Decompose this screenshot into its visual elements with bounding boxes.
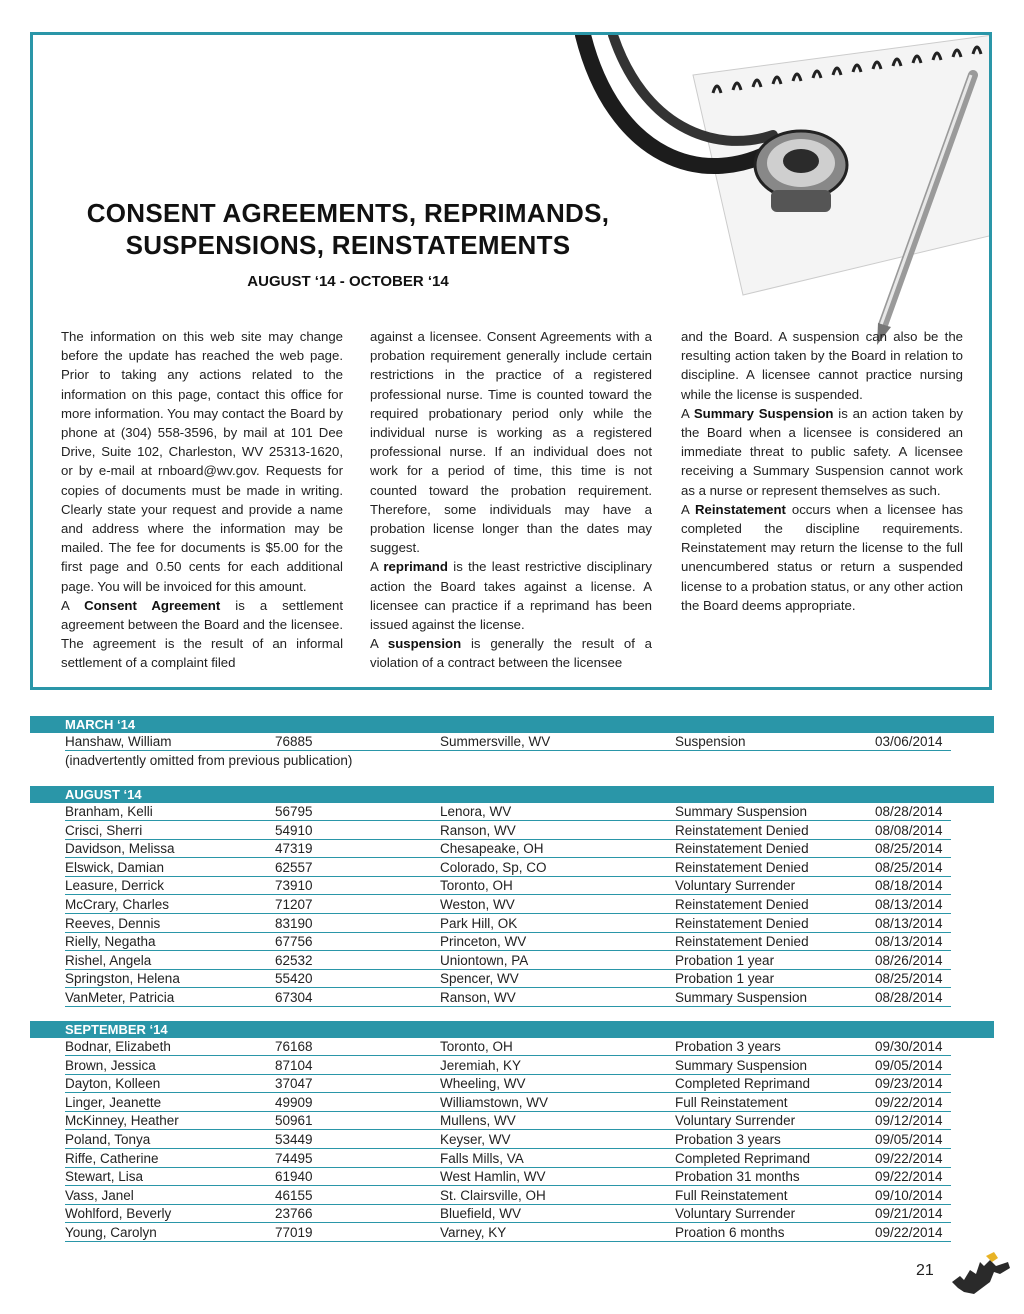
licensee-name: Crisci, Sherri [65,822,275,840]
license-number: 77019 [275,1224,440,1242]
west-virginia-map-icon [950,1252,1012,1296]
action-date: 08/25/2014 [875,859,951,877]
license-number: 49909 [275,1094,440,1112]
table-row [30,1150,994,1169]
action-date: 09/22/2014 [875,1168,951,1186]
license-number: 67304 [275,989,440,1007]
action: Summary Suspension [675,803,875,821]
location: Ranson, WV [440,989,675,1007]
location: Spencer, WV [440,970,675,988]
title-line-2: SUSPENSIONS, REINSTATEMENTS [125,230,571,260]
licensee-name: Dayton, Kolleen [65,1075,275,1093]
section-august [30,786,994,1008]
action: Reinstatement Denied [675,859,875,877]
table-row [30,1187,994,1206]
license-number: 67756 [275,933,440,951]
action-date: 09/22/2014 [875,1150,951,1168]
action-date: 09/05/2014 [875,1057,951,1075]
term-reprimand: reprimand [383,559,448,575]
table-row [30,840,994,859]
action-date: 09/12/2014 [875,1112,951,1130]
location: Toronto, OH [440,1038,675,1056]
licensee-name: Riffe, Catherine [65,1150,275,1168]
action-date: 08/13/2014 [875,933,951,951]
action: Voluntary Surrender [675,877,875,895]
probation-paragraph: against a licensee. Consent Agreements with a probation requirement generally include certain restrictions in the practice of a registered professional nurse. Time is counted toward the required probationary period only while the individual nurse is working as a registered professional nurse. If an individual does not work for a period of time, this time is not counted toward the probation requirement. Therefore, some individuals may have a probation license longer than the dates may suggest. [370,329,652,556]
action-date: 09/22/2014 [875,1224,951,1242]
intro-column-1 [61,327,343,673]
contact-info-paragraph: The information on this web site may change before the update has reached the web page. Prior to taking any actions related to the information on this page, contact this office for more information. You may contact the Board by phone at (304) 558-3596, by mail at 101 Dee Drive, Suite 102, Charleston, WV 25313-1620, or by e-mail at rnboard@wv.gov. Requests for copies of documents must be made in writing. Clearly state your request and provide a name and address where the information may be mailed. The fee for documents is $5.00 for the first page and 0.50 cents for each additional page. You will be invoiced for this amount. [61,329,343,594]
section-september [30,1021,994,1243]
intro-frame [30,32,992,690]
license-number: 61940 [275,1168,440,1186]
license-number: 23766 [275,1205,440,1223]
action: Probation 1 year [675,952,875,970]
action: Summary Suspension [675,1057,875,1075]
location: West Hamlin, WV [440,1168,675,1186]
licensee-name: McCrary, Charles [65,896,275,914]
location: Falls Mills, VA [440,1150,675,1168]
table-row [30,933,994,952]
location: Summersville, WV [440,733,675,751]
action: Reinstatement Denied [675,915,875,933]
action: Probation 31 months [675,1168,875,1186]
table-row [30,1057,994,1076]
action: Completed Reprimand [675,1075,875,1093]
action: Reinstatement Denied [675,822,875,840]
action: Proation 6 months [675,1224,875,1242]
consent-agreement-paragraph: A Consent Agreement is a settlement agreement between the Board and the licensee. The agreement is the result of an informal settlement of a complaint filed [61,597,344,671]
term-consent-agreement: Consent Agreement [84,597,221,613]
table-row [30,877,994,896]
licensee-name: McKinney, Heather [65,1112,275,1130]
section-heading: AUGUST ‘14 [30,786,994,803]
location: Lenora, WV [440,803,675,821]
table-row [30,1205,994,1224]
location: Keyser, WV [440,1131,675,1149]
licensee-name: Poland, Tonya [65,1131,275,1149]
action: Probation 1 year [675,970,875,988]
section-heading: SEPTEMBER ‘14 [30,1021,994,1038]
licensee-name: Young, Carolyn [65,1224,275,1242]
location: Mullens, WV [440,1112,675,1130]
table-row [30,1131,994,1150]
location: Princeton, WV [440,933,675,951]
table-row [30,733,994,752]
action: Probation 3 years [675,1131,875,1149]
table-row [30,822,994,841]
intro-column-3 [681,327,963,615]
action: Summary Suspension [675,989,875,1007]
table-row [30,970,994,989]
reprimand-paragraph: A reprimand is the least restrictive disciplinary action the Board takes against a license. A licensee can practice if a reprimand has been issued against the license. [370,559,653,633]
action: Reinstatement Denied [675,896,875,914]
location: Bluefield, WV [440,1205,675,1223]
license-number: 71207 [275,896,440,914]
table-row [30,1094,994,1113]
location: Colorado, Sp, CO [440,859,675,877]
license-number: 37047 [275,1075,440,1093]
term-reinstatement: Reinstatement [695,501,786,517]
table-row [30,859,994,878]
licensee-name: Rishel, Angela [65,952,275,970]
table-row [30,803,994,822]
licensee-name: Reeves, Dennis [65,915,275,933]
location: Uniontown, PA [440,952,675,970]
licensee-name: Elswick, Damian [65,859,275,877]
action-date: 09/23/2014 [875,1075,951,1093]
action-date: 08/25/2014 [875,970,951,988]
licensee-name: Davidson, Melissa [65,840,275,858]
license-number: 62557 [275,859,440,877]
action-date: 08/26/2014 [875,952,951,970]
license-number: 54910 [275,822,440,840]
action-date: 08/18/2014 [875,877,951,895]
stethoscope-notepad-illustration [573,35,992,365]
action-date: 08/25/2014 [875,840,951,858]
action: Reinstatement Denied [675,933,875,951]
license-number: 73910 [275,877,440,895]
location: Ranson, WV [440,822,675,840]
licensee-name: Rielly, Negatha [65,933,275,951]
table-row [30,952,994,971]
location: Varney, KY [440,1224,675,1242]
license-number: 46155 [275,1187,440,1205]
term-suspension: suspension [387,636,462,652]
license-number: 76168 [275,1038,440,1056]
license-number: 47319 [275,840,440,858]
action: Completed Reprimand [675,1150,875,1168]
license-number: 76885 [275,733,440,751]
table-row [30,1112,994,1131]
license-number: 83190 [275,915,440,933]
section-heading: MARCH ‘14 [30,716,994,733]
action-date: 08/13/2014 [875,915,951,933]
table-row [30,1224,994,1243]
intro-column-2 [370,327,652,673]
location: Toronto, OH [440,877,675,895]
license-number: 55420 [275,970,440,988]
license-number: 56795 [275,803,440,821]
action: Probation 3 years [675,1038,875,1056]
licensee-name: VanMeter, Patricia [65,989,275,1007]
action-date: 09/05/2014 [875,1131,951,1149]
summary-suspension-paragraph: A Summary Suspension is an action taken by the Board when a licensee is considered an immediate threat to public safety. A licensee receiving a Summary Suspension cannot work as a nurse or represent themselves as such. [681,405,964,498]
page-title [63,197,633,261]
license-number: 87104 [275,1057,440,1075]
action-date: 08/13/2014 [875,896,951,914]
page-number: 21 [916,1262,934,1279]
term-summary-suspension: Summary Suspension [693,405,834,421]
action-date: 08/08/2014 [875,822,951,840]
action: Full Reinstatement [675,1187,875,1205]
action-date: 09/30/2014 [875,1038,951,1056]
location: St. Clairsville, OH [440,1187,675,1205]
license-number: 50961 [275,1112,440,1130]
license-number: 53449 [275,1131,440,1149]
table-row [30,1168,994,1187]
license-number: 62532 [275,952,440,970]
title-line-1: CONSENT AGREEMENTS, REPRIMANDS, [86,198,610,228]
action-date: 09/21/2014 [875,1205,951,1223]
licensee-name: Vass, Janel [65,1187,275,1205]
table-row [30,1075,994,1094]
suspension-continued-paragraph: and the Board. A suspension can also be the resulting action taken by the Board in relation to discipline. A licensee cannot practice nursing while the license is suspended. [681,329,963,402]
location: Jeremiah, KY [440,1057,675,1075]
action: Suspension [675,733,875,751]
action-date: 09/10/2014 [875,1187,951,1205]
location: Wheeling, WV [440,1075,675,1093]
action-date: 08/28/2014 [875,989,951,1007]
reinstatement-paragraph: A Reinstatement occurs when a licensee has completed the discipline requirements. Reinstatement may return the license to the full unencumbered status or return a suspended license to a probation status, or any other action the Board deems appropriate. [681,501,964,613]
section-march [30,716,994,770]
licensee-name: Brown, Jessica [65,1057,275,1075]
licensee-name: Branham, Kelli [65,803,275,821]
licensee-name: Hanshaw, William [65,733,275,751]
action: Voluntary Surrender [675,1205,875,1223]
licensee-name: Stewart, Lisa [65,1168,275,1186]
omission-note: (inadvertently omitted from previous publication) [65,752,353,768]
licensee-name: Springston, Helena [65,970,275,988]
action: Full Reinstatement [675,1094,875,1112]
license-number: 74495 [275,1150,440,1168]
action-date: 03/06/2014 [875,733,951,751]
action: Voluntary Surrender [675,1112,875,1130]
action: Reinstatement Denied [675,840,875,858]
licensee-name: Leasure, Derrick [65,877,275,895]
action-date: 09/22/2014 [875,1094,951,1112]
date-range-subtitle: AUGUST ‘14 - OCTOBER ‘14 [247,273,449,290]
suspension-paragraph: A suspension is generally the result of a violation of a contract between the licensee [370,636,653,671]
licensee-name: Linger, Jeanette [65,1094,275,1112]
location: Chesapeake, OH [440,840,675,858]
licensee-name: Wohlford, Beverly [65,1205,275,1223]
table-row [30,896,994,915]
licensee-name: Bodnar, Elizabeth [65,1038,275,1056]
action-date: 08/28/2014 [875,803,951,821]
location: Park Hill, OK [440,915,675,933]
location: Williamstown, WV [440,1094,675,1112]
table-row [30,989,994,1008]
location: Weston, WV [440,896,675,914]
table-row [30,915,994,934]
table-row [30,1038,994,1057]
